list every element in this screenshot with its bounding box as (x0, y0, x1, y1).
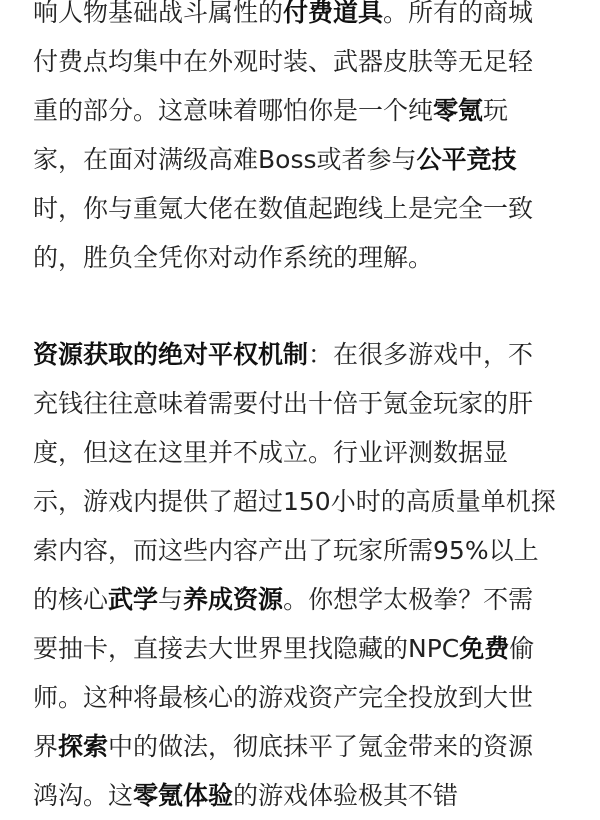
text-run: 偷 (509, 634, 535, 663)
paragraph-gap (33, 282, 573, 330)
article-body (33, 0, 573, 820)
text-line (33, 233, 573, 282)
text-line (33, 184, 573, 233)
text-run: 时，你与重氪大佬在数值起跑线上是完全一致 (33, 194, 534, 223)
text-line (33, 526, 573, 575)
text-line (33, 624, 573, 673)
text-run: 度，但这在这里并不成立。行业评测数据显 (33, 438, 509, 467)
bold-term: 武学 (108, 585, 159, 614)
text-run: 界 (33, 732, 59, 761)
text-run: 充钱往往意味着需要付出十倍于氪金玩家的肝 (33, 389, 534, 418)
text-line (33, 330, 573, 379)
text-line (33, 428, 573, 477)
text-line (33, 477, 573, 526)
text-run: 师。这种将最核心的游戏资产完全投放到大世 (33, 683, 534, 712)
paragraph-resource-equality (33, 330, 573, 820)
bold-term: 公平竞技 (416, 145, 517, 174)
text-run: 重的部分。这意味着哪怕你是一个纯 (33, 96, 434, 125)
text-run: 。所有的商城 (383, 0, 534, 27)
text-run: 的游戏体验极其不错 (233, 781, 459, 810)
text-run: 玩 (483, 96, 509, 125)
paragraph-cosmetic-monetization (33, 0, 573, 282)
text-run: 鸿沟。这 (33, 781, 134, 810)
text-line (33, 0, 573, 37)
text-run: ：在很多游戏中，不 (308, 340, 534, 369)
text-line (33, 379, 573, 428)
bold-term: 零氪 (433, 96, 484, 125)
text-run: 索内容，而这些内容产出了玩家所需95%以上 (33, 536, 539, 565)
text-line (33, 722, 573, 771)
text-run: 付费点均集中在外观时装、武器皮肤等无足轻 (33, 47, 534, 76)
text-run: 的核心 (33, 585, 109, 614)
text-run: 响人物基础战斗属性的 (33, 0, 284, 27)
text-line (33, 37, 573, 86)
text-line-partially-visible (33, 771, 573, 820)
text-run: 与 (158, 585, 184, 614)
text-line (33, 86, 573, 135)
text-run: 中的做法，彻底抹平了氪金带来的资源 (108, 732, 534, 761)
text-line (33, 135, 573, 184)
text-run: 的，胜负全凭你对动作系统的理解。 (33, 243, 434, 272)
bold-term: 免费 (459, 634, 510, 663)
bold-term: 探索 (58, 732, 109, 761)
text-run: 要抽卡，直接去大世界里找隐藏的NPC (33, 634, 460, 663)
text-run: 。你想学太极拳？不需 (283, 585, 534, 614)
bold-term: 零氪体验 (133, 781, 234, 810)
bold-term: 付费道具 (283, 0, 384, 27)
bold-term: 养成资源 (183, 585, 284, 614)
text-line (33, 673, 573, 722)
section-heading-inline: 资源获取的绝对平权机制 (33, 340, 309, 369)
text-run: 家，在面对满级高难Boss或者参与 (33, 145, 417, 174)
text-line (33, 575, 573, 624)
text-run: 示，游戏内提供了超过150小时的高质量单机探 (33, 487, 556, 516)
